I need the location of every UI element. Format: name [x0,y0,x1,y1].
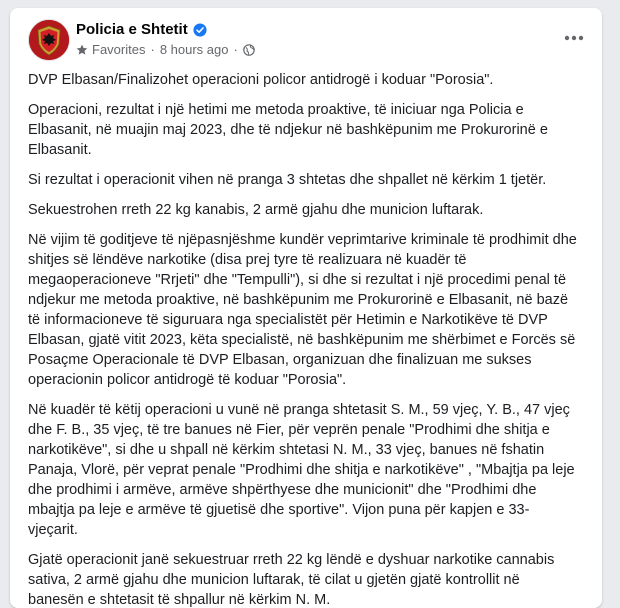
post-paragraph: Operacioni, rezultat i një hetimi me metoda proaktive, të iniciuar nga Policia e Elbasanit, në muajin maj 2023, dhe të ndjekur në bashkëpunim me Prokurorinë e Elbasanit. [28,102,548,158]
post-paragraph: Gjatë operacionit janë sekuestruar rreth 22 kg lëndë e dyshuar narkotike cannabis sativa, 2 armë gjahu dhe municion luftarak, të cilat u gjetën gjatë kontrollit në banesën e shtetasit të shpallur në kërkim N. M. [28,552,555,608]
more-options-button[interactable] [560,24,588,52]
post-meta [76,42,255,57]
page-avatar[interactable] [28,19,70,61]
post-timestamp[interactable]: 8 hours ago [159,42,229,57]
more-options-icon [564,35,584,41]
star-icon [76,44,88,56]
post-paragraph: Në vijim të goditjeve të njëpasnjëshme kundër veprimtarive kriminale të prodhimit dhe shitjes së lëndëve narkotike (disa prej tyre të realizuara në kuadër të megaoperacioneve "Rrjeti" dhe "Tempulli"), si dhe si rezultat i një procedimi penal të ndjekur me metoda proaktive, në bashkëpunim me Prokurorinë e Elbasanit, në bazë të informacioneve të siguruara nga specialistët për Hetimin e Narkotikëve të DVP Elbasan, gjatë vitit 2023, këta specialistë, në bashkëpunim me shërbimet e Forcës së Posaçme Operacionale të DVP Elbasan, organizuan dhe finalizuan me sukses operacionin policor antidrogë të koduar "Porosia". [28,232,577,388]
post-paragraph: Si rezultat i operacionit vihen në pranga 3 shtetas dhe shpallet në kërkim 1 tjetër. [28,172,547,188]
post-paragraph: Sekuestrohen rreth 22 kg kanabis, 2 armë gjahu dhe municion luftarak. [28,202,484,218]
page-name[interactable]: Policia e Shtetit [76,21,188,38]
post-header [10,8,602,68]
post-text [10,68,602,608]
audience-label[interactable]: Favorites [92,42,146,57]
post-paragraph: Në kuadër të këtij operacioni u vunë në pranga shtetasit S. M., 59 vjeç, Y. B., 47 vjeç dhe F. B., 35 vjeç, të tre banues në Fier, për veprën penale "Prodhimi dhe shitja e narkotikëve", si dhe u shpall në kërkim shtetasi N. M., 33 vjeç, banues në fshatin Panaja, Vlorë, për veprat penale "Prodhimi dhe shitja e narkotikëve" , "Mbajtja pa leje dhe prodhimi i armëve, armëve shpërthyese dhe municionit" dhe "Prodhimi dhe mbajtja pa leje e armëve të gjuetisë dhe sportive". Vijon puna për kapjen e 33-vjeçarit. [28,402,575,538]
police-emblem-icon [29,20,69,60]
meta-separator-2: · [233,42,238,57]
verified-badge-icon [193,23,207,37]
post-card [10,8,602,608]
globe-icon[interactable] [243,44,255,56]
post-paragraph: DVP Elbasan/Finalizohet operacioni policor antidrogë i koduar "Porosia". [28,72,494,88]
author-row [76,21,207,38]
meta-separator: · [150,42,155,57]
